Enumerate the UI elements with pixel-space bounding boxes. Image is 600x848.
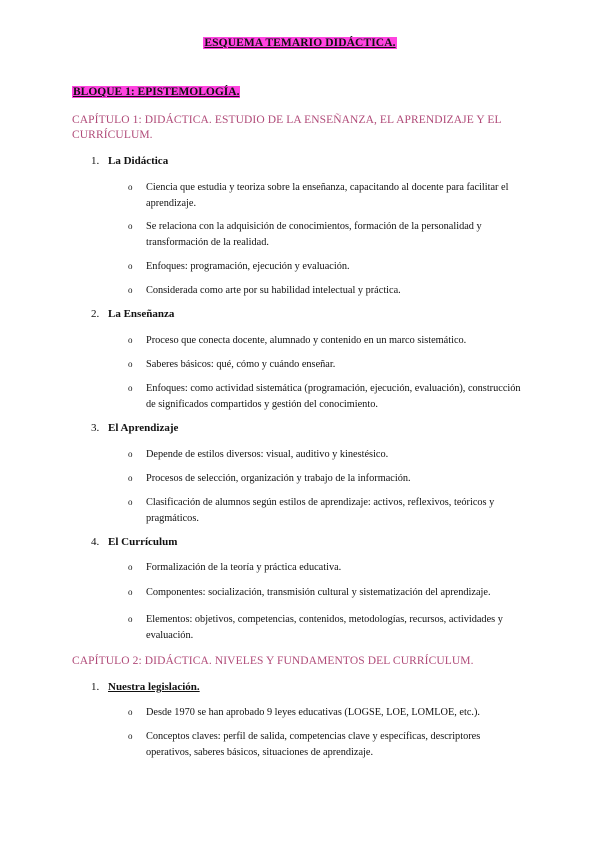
bullet-icon: o [128,261,133,271]
section-label: El Aprendizaje [108,422,179,434]
section-number: 1. [91,681,100,693]
section-label: La Didáctica [108,155,169,167]
section-heading [91,308,174,320]
bullet-icon: o [128,614,133,624]
chapter-1-heading: CAPÍTULO 1: DIDÁCTICA. ESTUDIO DE LA ENSEÑANZA, EL APRENDIZAJE Y EL CURRÍCULUM. [72,114,502,141]
bullet-icon: o [128,335,133,345]
bullet-icon: o [128,731,133,741]
section-heading [91,422,178,434]
list-item: o Saberes básicos: qué, cómo y cuándo enseñar. [128,357,528,373]
list-item: o Conceptos claves: perfil de salida, competencias clave y específicas, descriptores operativos, saberes básicos, situaciones de aprendizaje. [128,731,481,758]
list-item: o Clasificación de alumnos según estilos de aprendizaje: activos, reflexivos, teóricos y pragmáticos. [128,497,495,524]
list-item: o Considerada como arte por su habilidad intelectual y práctica. [128,283,528,299]
section-number: 1. [91,155,100,167]
chapter-2-heading: CAPÍTULO 2: DIDÁCTICA. NIVELES Y FUNDAMENTOS DEL CURRÍCULUM. [72,655,474,667]
section-heading [91,681,200,693]
bullet-icon: o [128,182,133,192]
bullet-icon: o [128,707,133,717]
bullet-icon: o [128,383,133,393]
section-label: El Currículum [108,536,178,548]
list-item: o Elementos: objetivos, competencias, contenidos, metodologías, recursos, actividades y evaluación. [128,614,503,641]
bullet-icon: o [128,221,133,231]
section-number: 4. [91,536,100,548]
list-item: o Ciencia que estudia y teoriza sobre la enseñanza, capacitando al docente para facilitar el aprendizaje. [128,182,509,209]
section-label: La Enseñanza [108,308,175,320]
bullet-icon: o [128,359,133,369]
list-item: o Enfoques: programación, ejecución y evaluación. [128,259,528,275]
list-item: o Depende de estilos diversos: visual, auditivo y kinestésico. [128,447,528,463]
list-item: o Formalización de la teoría y práctica educativa. [128,560,528,576]
list-item: o Enfoques: como actividad sistemática (programación, ejecución, evaluación), construcción de significados compartidos y gestión del conocimiento. [128,383,521,410]
list-item: o Se relaciona con la adquisición de conocimientos, formación de la personalidad y transformación de la realidad. [128,221,482,248]
section-number: 2. [91,308,100,320]
document-title: ESQUEMA TEMARIO DIDÁCTICA. [204,37,396,49]
bullet-icon: o [128,473,133,483]
list-item: o Componentes: socialización, transmisión cultural y sistematización del aprendizaje. [128,585,528,601]
list-item: o Procesos de selección, organización y trabajo de la información. [128,471,528,487]
block-heading: BLOQUE 1: EPISTEMOLOGÍA. [73,86,240,98]
section-number: 3. [91,422,100,434]
bullet-icon: o [128,587,133,597]
bullet-icon: o [128,285,133,295]
list-item: o Desde 1970 se han aprobado 9 leyes educativas (LOGSE, LOE, LOMLOE, etc.). [128,705,528,721]
list-item: o Proceso que conecta docente, alumnado y contenido en un marco sistemático. [128,333,528,349]
section-heading [91,155,168,167]
bullet-icon: o [128,497,133,507]
bullet-icon: o [128,562,133,572]
bullet-icon: o [128,449,133,459]
section-heading [91,536,177,548]
section-label: Nuestra legislación. [108,681,200,693]
